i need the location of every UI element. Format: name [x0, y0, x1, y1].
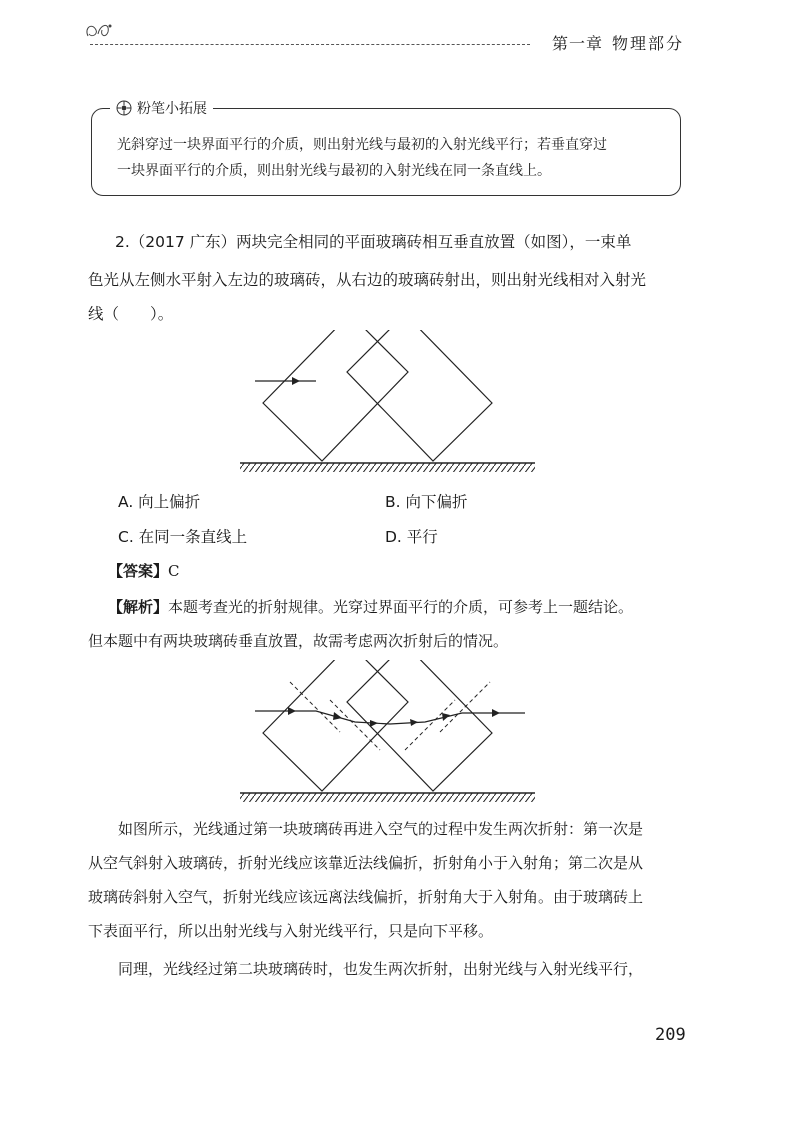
header-rule [90, 44, 530, 45]
option-b: B. 向下偏折 [385, 493, 468, 511]
header-decoration-icon [80, 18, 120, 44]
flower-icon [116, 100, 132, 116]
question-line-1: 2.（2017 广东）两块完全相同的平面玻璃砖相互垂直放置（如图），一束单 [115, 233, 632, 251]
question-line-2: 色光从左侧水平射入左边的玻璃砖，从右边的玻璃砖射出，则出射光线相对入射光 [88, 271, 647, 289]
explanation-line-2: 从空气斜射入玻璃砖，折射光线应该靠近法线偏折，折射角小于入射角；第二次是从 [88, 854, 644, 872]
tip-line-1: 光斜穿过一块界面平行的介质，则出射光线与最初的入射光线平行；若垂直穿过 [117, 137, 607, 153]
analysis-text-1: 本题考查光的折射规律。光穿过界面平行的介质，可参考上一题结论。 [168, 598, 634, 616]
explanation-line-4: 下表面平行，所以出射光线与入射光线平行，只是向下平移。 [88, 922, 494, 940]
answer-label: 【答案】 [108, 562, 169, 580]
explanation-line-1: 如图所示，光线通过第一块玻璃砖再进入空气的过程中发生两次折射：第一次是 [118, 820, 644, 838]
analysis-label: 【解析】 [108, 598, 169, 616]
question-line-3: 线（ ）。 [88, 305, 174, 323]
section-label: 物理部分 [612, 34, 685, 53]
page-number: 209 [655, 1025, 686, 1045]
figure-refraction-diagram [230, 660, 550, 810]
option-d: D. 平行 [385, 528, 438, 546]
explanation-line-3: 玻璃砖斜射入空气，折射光线应该远离法线偏折，折射角大于入射角。由于玻璃砖上 [88, 888, 644, 906]
option-a: A. 向上偏折 [118, 493, 201, 511]
figure-glass-bricks [230, 330, 550, 480]
explanation-line-5: 同理，光线经过第二块玻璃砖时，也发生两次折射，出射光线与入射光线平行， [118, 960, 644, 978]
chapter-label: 第一章 [552, 34, 604, 53]
option-c: C. 在同一条直线上 [118, 528, 248, 546]
analysis-line-2: 但本题中有两块玻璃砖垂直放置，故需考虑两次折射后的情况。 [88, 632, 509, 650]
answer-value: C [168, 562, 180, 580]
tip-title-wrap [110, 98, 213, 118]
tip-title: 粉笔小拓展 [137, 101, 207, 117]
tip-line-2: 一块界面平行的介质，则出射光线与最初的入射光线在同一条直线上。 [117, 163, 551, 179]
analysis-line-1 [108, 596, 633, 617]
answer-line [108, 560, 180, 581]
